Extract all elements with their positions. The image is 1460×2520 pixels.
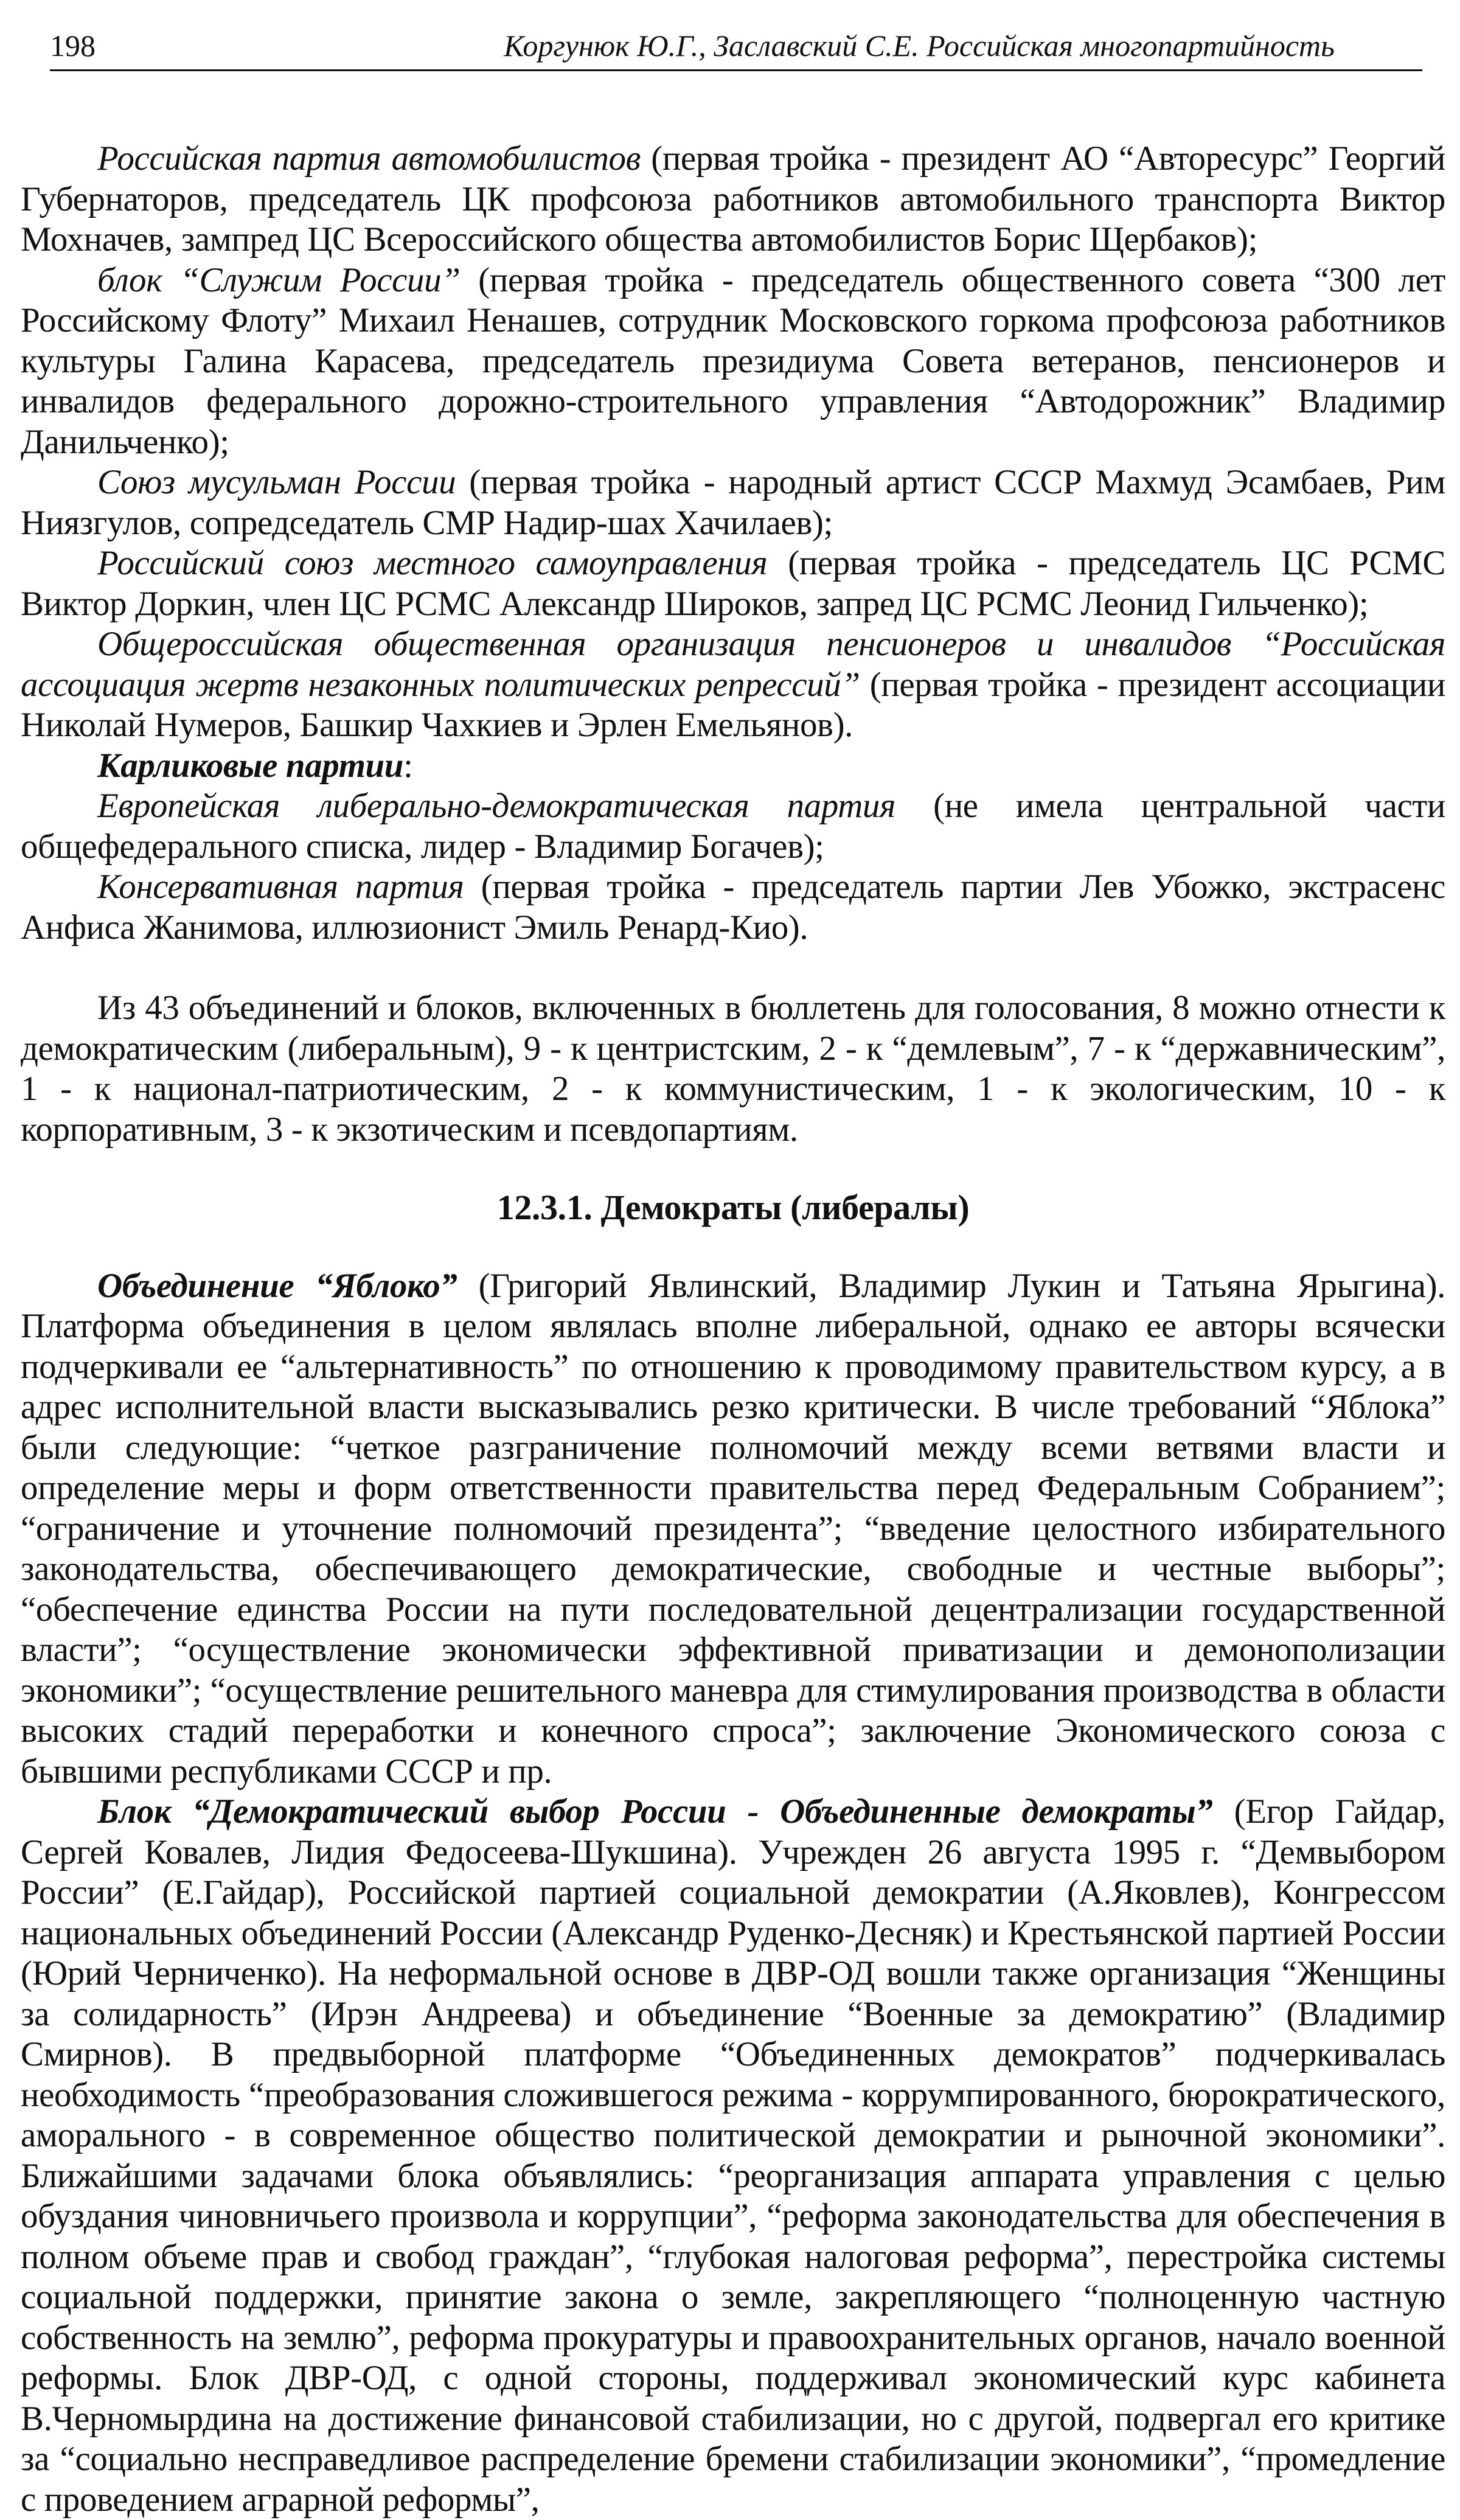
- party-description: (первая тройка - председатель партии Лев Убожко, экстрасенс Анфиса Жанимова, иллюзионист Эмиль Ренард-Кио).: [21, 868, 1445, 947]
- party-description: (первая тройка - народный артист СССР Махмуд Эсамбаев, Рим Ниязгулов, сопредседатель СМР Надир-шах Хачилаев);: [21, 463, 1445, 542]
- running-title: Коргунюк Ю.Г., Заславский С.Е. Российская многопартийность: [504, 29, 1335, 63]
- party-name: Российский союз местного самоуправления: [97, 544, 768, 582]
- party-description: (первая тройка - председатель ЦС РСМС Виктор Доркин, член ЦС РСМС Александр Широков, запред ЦС РСМС Леонид Гильченко);: [21, 544, 1445, 623]
- party-name: Объединение “Яблоко”: [97, 1266, 457, 1305]
- party-description: (не имела центральной части общефедерального списка, лидер - Владимир Богачев);: [21, 787, 1445, 866]
- list-item: [21, 260, 1445, 463]
- party-description: (первая тройка - президент ассоциации Николай Нумеров, Башкир Чахкиев и Эрлен Емельянов).: [21, 665, 1445, 744]
- subheading: [21, 746, 1445, 787]
- party-name: Общероссийская общественная организация пенсионеров и инвалидов “Российская ассоциация жертв незаконных политических репрессий”: [21, 625, 1445, 704]
- party-name: Консервативная партия: [97, 868, 464, 906]
- body-text: [21, 139, 1446, 2520]
- party-name: Союз мусульман России: [97, 463, 456, 501]
- summary-text: Из 43 объединений и блоков, включенных в бюллетень для голосования, 8 можно отнести к демократическим (либеральным), 9 - к центристским, 2 - к “демлевым”, 7 - к “державническим”, 1 - к национал-патриотическим, 2 - к коммунистическим, 1 - к экологическим, 10 - к корпоративным, 3 - к экзотическим и псевдопартиям.: [21, 989, 1445, 1149]
- list-item: [21, 786, 1445, 867]
- party-description: (первая тройка - председатель общественного совета “300 лет Российскому Флоту” Михаил Ненашев, сотрудник Московского горкома профсоюза работников культуры Галина Карасева, председатель президиума Совета ветеранов, пенсионеров и инвалидов федерального дорожно-строительного управления “Автодорожник” Владимир Данильченко);: [21, 260, 1445, 461]
- party-description: (Григорий Явлинский, Владимир Лукин и Татьяна Ярыгина). Платформа объединения в целом являлась вполне либеральной, однако ее авторы всячески подчеркивали ее “альтернативность” по отношению к проводимому правительством курсу, а в адрес исполнительной власти высказывались резко критически. В числе требований “Яблока” были следующие: “четкое разграничение полномочий между всеми ветвями власти и определение меры и форм ответственности правительства перед Федеральным Собранием”; “ограничение и уточнение полномочий президента”; “введение целостного избирательного законодательства, обеспечивающего демократические, свободные и честные выборы”; “обеспечение единства России на пути последовательной децентрализации государственной власти”; “осуществление экономически эффективной приватизации и демонополизации экономики”; “осуществление решительного маневра для стимулирования производства в области высоких стадий переработки и конечного спроса”; заключение Экономического союза с бывшими республиками СССР и пр.: [21, 1266, 1446, 1791]
- page-header: [50, 27, 1422, 71]
- heading-colon: :: [403, 746, 413, 785]
- list-item: [21, 139, 1445, 260]
- dvr-paragraph: [21, 1792, 1445, 2520]
- party-description: (первая тройка - президент АО “Авторесурс” Георгий Губернаторов, председатель ЦК профсоюза работников автомобильного транспорта Виктор Мохначев, зампред ЦС Всероссийского общества автомобилистов Борис Щербаков);: [21, 139, 1445, 259]
- party-description: (Егор Гайдар, Сергей Ковалев, Лидия Федосеева-Шукшина). Учрежден 26 августа 1995 г. “Демвыбором России” (Е.Гайдар), Российской партией социальной демократии (А.Яковлев), Конгрессом национальных объединений России (Александр Руденко-Десняк) и Крестьянской партией России (Юрий Черниченко). На неформальной основе в ДВР-ОД вошли также организация “Женщины за солидарность” (Ирэн Андреева) и объединение “Военные за демократию” (Владимир Смирнов). В предвыборной платформе “Объединенных демократов” подчеркивалась необходимость “преобразования сложившегося режима - коррумпированного, бюрократического, аморального - в современное общество политической демократии и рыночной экономики”. Ближайшими задачами блока объявлялись: “реорганизация аппарата управления с целью обуздания чиновничьего произвола и коррупции”, “реформа законодательства для обеспечения в полном объеме прав и свобод граждан”, “глубокая налоговая реформа”, перестройка системы социальной поддержки, принятие закона о земле, закрепляющего “полноценную частную собственность на землю”, реформа прокуратуры и правоохранительных органов, начало военной реформы. Блок ДВР-ОД, с одной стороны, поддерживал экономический курс кабинета В.Черномырдина на достижение финансовой стабилизации, но с другой, подвергал его критике за “социально несправедливое распределение бремени стабилизации экономики”, “промедление с проведением аграрной реформы”,: [21, 1792, 1446, 2519]
- party-name: Европейская либерально-демократическая партия: [97, 787, 896, 825]
- list-item: [21, 543, 1445, 624]
- dwarf-parties-heading: Карликовые партии: [97, 746, 404, 785]
- summary-paragraph: [21, 988, 1445, 1150]
- page-number: 198: [50, 29, 96, 63]
- list-item: [21, 624, 1445, 746]
- party-name: блок “Служим России”: [97, 260, 461, 299]
- section-title: 12.3.1. Демократы (либералы): [496, 1188, 970, 1227]
- list-item: [21, 462, 1445, 543]
- party-name: Российская партия автомобилистов: [97, 139, 641, 178]
- list-item: [21, 867, 1445, 948]
- party-name: Блок “Демократический выбор России - Объединенные демократы”: [97, 1792, 1213, 1831]
- yabloko-paragraph: [21, 1266, 1445, 1792]
